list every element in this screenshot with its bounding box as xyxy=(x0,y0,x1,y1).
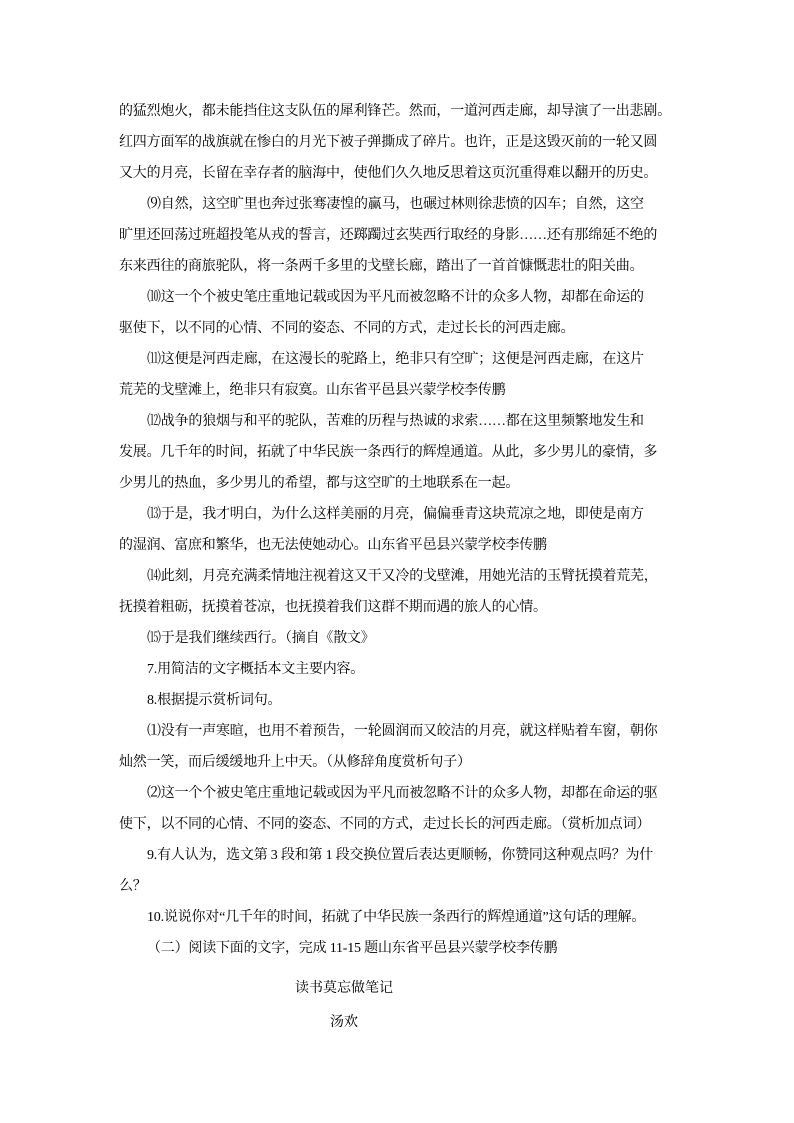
paragraph-line: （二）阅读下面的文字，完成 11-15 题山东省平邑县兴蒙学校李传鹏 xyxy=(147,941,558,956)
paragraph-line: ⑾这便是河西走廊，在这漫长的驼路上，绝非只有空旷；这便是河西走廊，在这片 xyxy=(147,352,644,367)
paragraph-line: ⑴没有一声寒暄，也用不着预告，一轮圆润而又皎洁的月亮，就这样贴着车窗，朝你 xyxy=(147,724,658,739)
paragraph-line: 10.说说你对“几千年的时间，拓就了中华民族一条西行的辉煌通道”这句话的理解。 xyxy=(147,910,646,925)
paragraph-line: 8.根据提示赏析词句。 xyxy=(147,693,282,708)
paragraph-line: 荒芜的戈壁滩上，绝非只有寂寞。山东省平邑县兴蒙学校李传鹏 xyxy=(119,383,506,398)
paragraph-line: 东来西往的商旅驼队，将一条两千多里的戈壁长廊，踏出了一首首慷慨悲壮的阳关曲。 xyxy=(119,259,644,274)
paragraph-line: ⒁此刻，月亮充满柔情地注视着这又干又冷的戈壁滩，用她光洁的玉臂抚摸着荒芜， xyxy=(147,569,658,584)
paragraph-line: 灿然一笑，而后缓缓地升上中天。（从修辞角度赏析句子） xyxy=(119,755,471,770)
paragraph-line: 使下，以不同的心情、不同的姿态、不同的方式，走过长长的河西走廊。（赏析加点词） xyxy=(119,817,651,832)
paragraph-line: ⑿战争的狼烟与和平的驼队，苦难的历程与热诚的求索……都在这里频繁地发生和 xyxy=(147,414,644,429)
paragraph-line: 7.用简洁的文字概括本文主要内容。 xyxy=(147,662,365,677)
section-author: 汤欢 xyxy=(330,1015,358,1030)
paragraph-line: 驱使下，以不同的心情、不同的姿态、不同的方式，走过长长的河西走廊。 xyxy=(119,321,575,336)
paragraph-line: ⑼自然，这空旷里也奔过张骞凄惶的赢马，也碾过林则徐悲愤的囚车；自然，这空 xyxy=(147,197,644,212)
paragraph-line: ⑵这一个个被史笔庄重地记载或因为平凡而被忽略不计的众多人物，却都在命运的驱 xyxy=(147,786,658,801)
paragraph-line: 的猛烈炮火，都未能挡住这支队伍的犀利锋芒。然而，一道河西走廊，却导演了一出悲剧。 xyxy=(119,104,671,119)
paragraph-line: ⒀于是，我才明白，为什么这样美丽的月亮，偏偏垂青这块荒凉之地，即使是南方 xyxy=(147,507,644,522)
paragraph-line: 少男儿的热血，多少男儿的希望，都与这空旷的土地联系在一起。 xyxy=(119,476,520,491)
paragraph-line: 旷里还回荡过班超投笔从戎的誓言，还踯躅过玄奘西行取经的身影……还有那绵延不绝的 xyxy=(119,228,658,243)
paragraph-line: 抚摸着粗砺，抚摸着苍凉，也抚摸着我们这群不期而遇的旅人的心情。 xyxy=(119,600,547,615)
section-title: 读书莫忘做笔记 xyxy=(295,981,393,996)
section-heading-block xyxy=(119,972,673,1040)
paragraph-line: 的湿润、富庶和繁华，也无法使她动心。山东省平邑县兴蒙学校李传鹏 xyxy=(119,538,547,553)
paragraph-line: ⒂于是我们继续西行。（摘自《散文》 xyxy=(147,631,375,646)
paragraph-line: 发展。几千年的时间，拓就了中华民族一条西行的辉煌通道。从此，多少男儿的豪情，多 xyxy=(119,445,658,460)
document-body xyxy=(119,96,679,964)
paragraph-line: 又大的月亮，长留在幸存者的脑海中，使他们久久地反思着这页沉重得难以翻开的历史。 xyxy=(119,166,658,181)
paragraph-line: 红四方面军的战旗就在惨白的月光下被子弹撕成了碎片。也许，正是这毁灭前的一轮又圆 xyxy=(119,135,658,150)
paragraph-line: 么？ xyxy=(119,879,147,894)
paragraph-line: ⑽这一个个被史笔庄重地记载或因为平凡而被忽略不计的众多人物，却都在命运的 xyxy=(147,290,644,305)
paragraph-line: 9.有人认为，选文第 3 段和第 1 段交换位置后表达更顺畅，你赞同这种观点吗？为什 xyxy=(147,848,654,863)
